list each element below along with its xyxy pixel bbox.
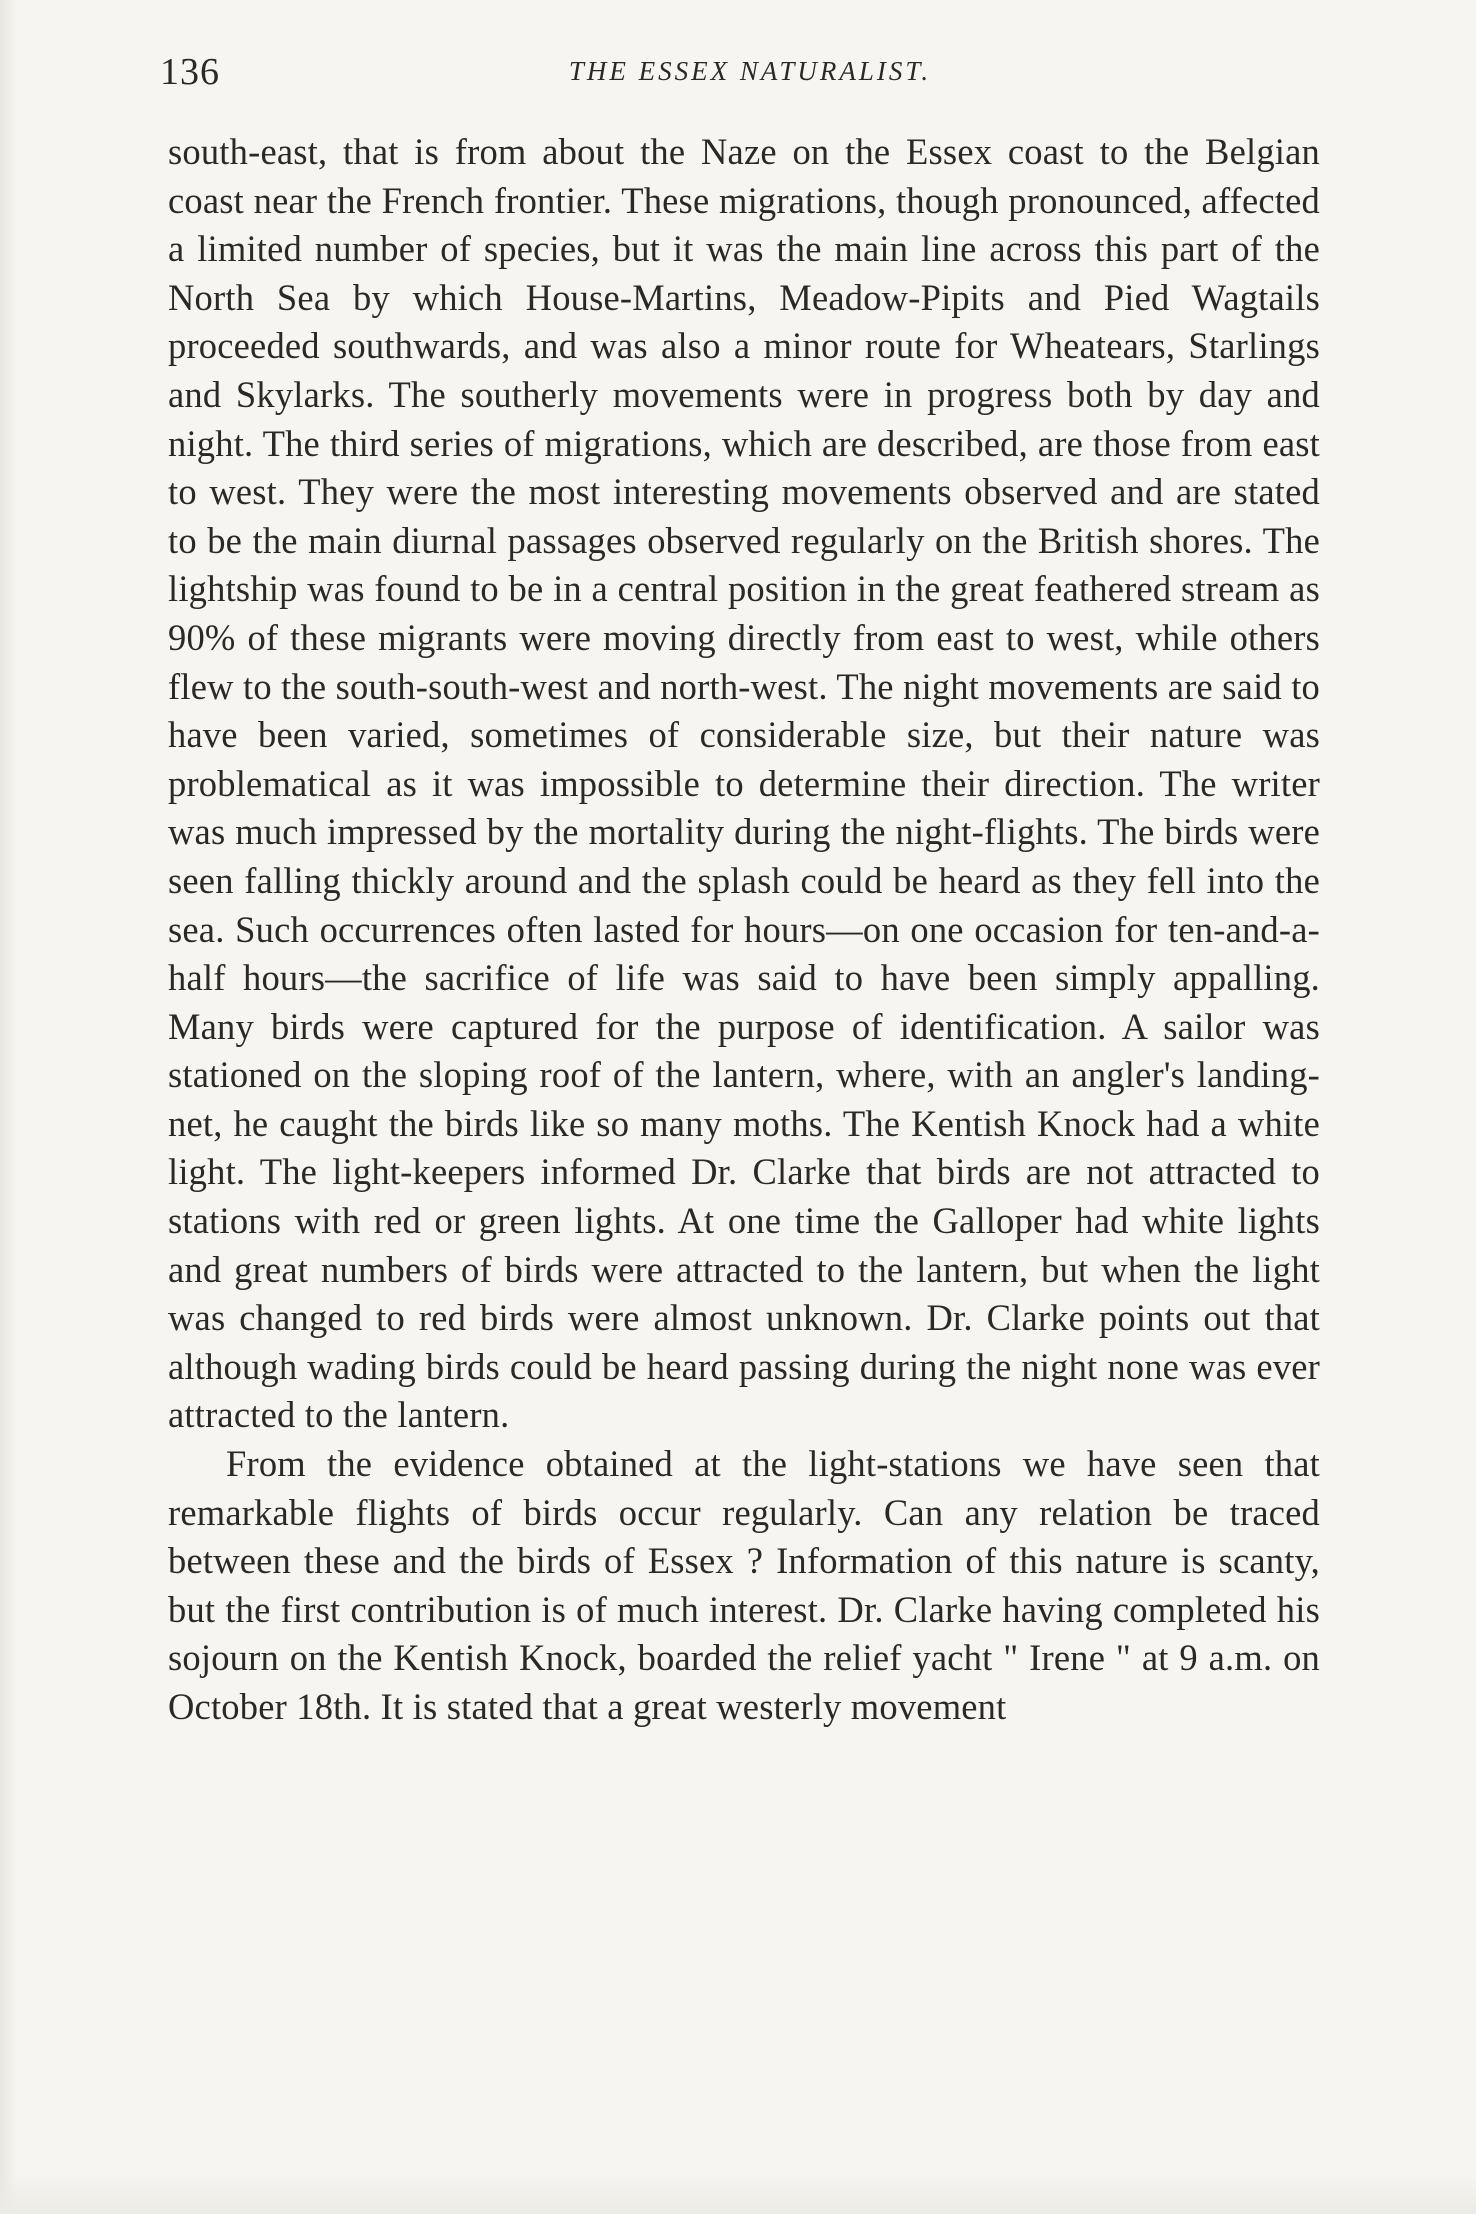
- running-title: THE ESSEX NATURALIST.: [568, 56, 932, 86]
- scan-edge-shadow: [0, 0, 18, 2214]
- running-header: [160, 50, 1320, 94]
- scan-bottom-shadow: [0, 2174, 1476, 2214]
- page-number: 136: [160, 51, 220, 93]
- paragraph-2: From the evidence obtained at the light-stations we have seen that remarkable flights of birds occur regularly. Can any relation be traced between these and the birds of Essex ? Information of this nature is scanty, but the first contribution is of much interest. Dr. Clarke having completed his sojourn on the Kentish Knock, boarded the relief yacht " Irene " at 9 a.m. on October 18th. It is stated that a great westerly movement: [168, 1443, 1320, 1727]
- body-text: [168, 128, 1320, 1732]
- paragraph-1: south-east, that is from about the Naze on the Essex coast to the Belgian coast near the French frontier. These migrations, though pronounced, affected a limited number of species, but it was the main line across this part of the North Sea by which House-Martins, Meadow-Pipits and Pied Wagtails proceeded southwards, and was also a minor route for Wheatears, Starlings and Skylarks. The southerly movements were in progress both by day and night. The third series of migrations, which are described, are those from east to west. They were the most interesting movements observed and are stated to be the main diurnal passages observed regularly on the British shores. The lightship was found to be in a central position in the great feathered stream as 90% of these migrants were moving directly from east to west, while others flew to the south-south-west and north-west. The night movements are said to have been varied, sometimes of considerable size, but their nature was problematical as it was impossible to determine their direction. The writer was much impressed by the mortality during the night-flights. The birds were seen falling thickly around and the splash could be heard as they fell into the sea. Such occurrences often lasted for hours—on one occasion for ten-and-a-half hours—the sacrifice of life was said to have been simply appalling. Many birds were captured for the purpose of identification. A sailor was stationed on the sloping roof of the lantern, where, with an angler's landing-net, he caught the birds like so many moths. The Kentish Knock had a white light. The light-keepers informed Dr. Clarke that birds are not attracted to stations with red or green lights. At one time the Galloper had white lights and great numbers of birds were attracted to the lantern, but when the light was changed to red birds were almost unknown. Dr. Clarke points out that although wading birds could be heard passing during the night none was ever attracted to the lantern.: [168, 131, 1320, 1436]
